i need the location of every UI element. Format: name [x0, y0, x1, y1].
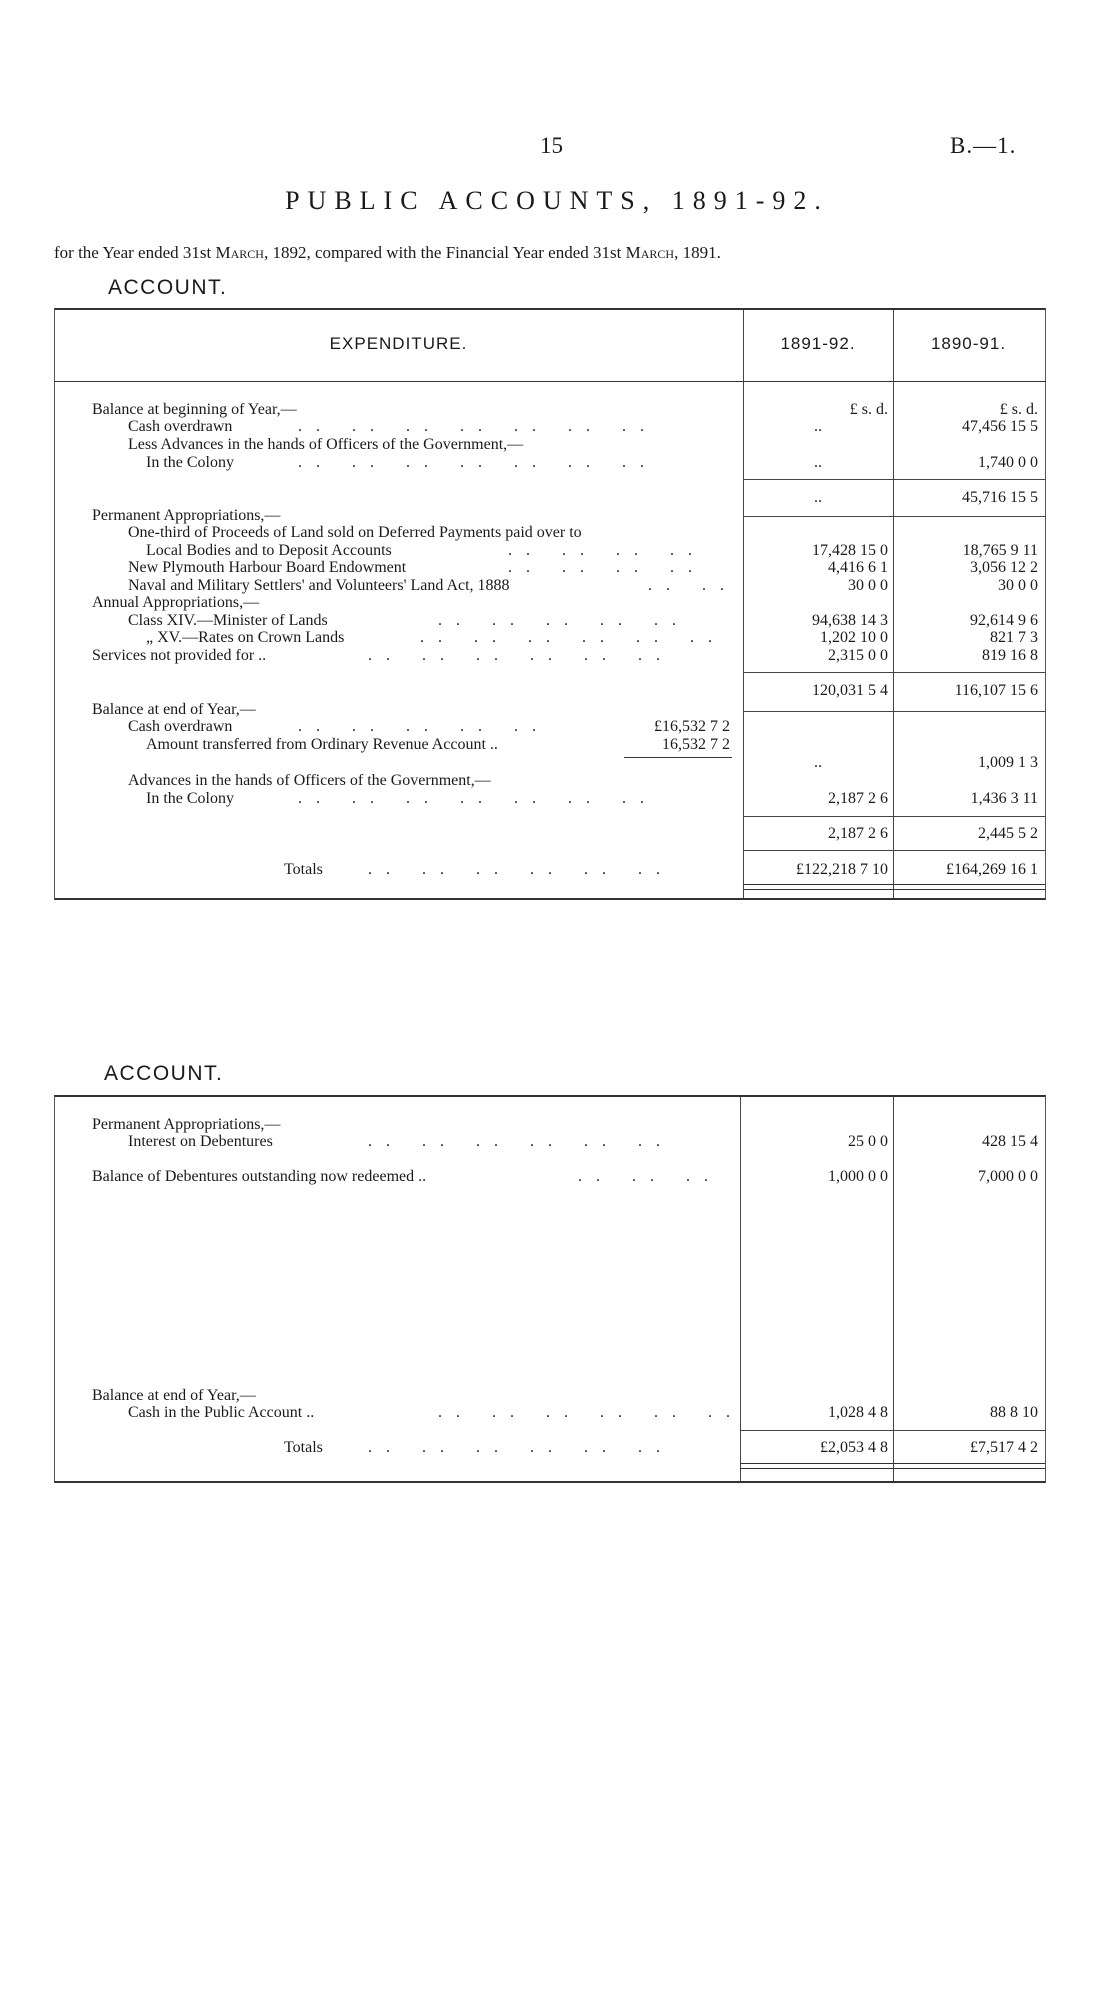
row-label: „ XV.—Rates on Crown Lands [146, 629, 345, 646]
col-header-expenditure: EXPENDITURE. [329, 334, 468, 353]
row-label: Class XIV.—Minister of Lands [128, 612, 328, 629]
inner-rule [624, 757, 732, 758]
value-1890: 428 15 4 [982, 1133, 1038, 1150]
value-1890: 47,456 15 5 [962, 418, 1038, 435]
column-divider [740, 1097, 741, 1481]
dot-leader: .. .. .. .. .. .. [368, 647, 674, 664]
dot-leader: .. .. .. .. .. [438, 612, 690, 629]
col-header-1890: 1890-91. [930, 334, 1007, 353]
value-1891: 2,187 2 6 [828, 790, 888, 807]
value-1891: .. [814, 754, 822, 771]
page-subtitle: for the Year ended 31st March, 1892, compared with the Financial Year ended 31st March, 1891. [54, 243, 721, 262]
currency-header-1890: £ s. d. [999, 401, 1038, 418]
row-label: Balance at end of Year,— [92, 701, 256, 718]
row-label: Cash overdrawn [128, 718, 233, 735]
document-reference: B.—1. [950, 133, 1017, 158]
column-divider [743, 310, 744, 898]
subtotal-rule [743, 711, 1045, 712]
dot-leader: .. .. .. [578, 1168, 722, 1185]
page-title: PUBLIC ACCOUNTS, 1891-92. [285, 186, 829, 215]
row-label: Less Advances in the hands of Officers of the Government,— [128, 436, 524, 453]
dot-leader: .. .. .. .. .. .. [368, 1133, 674, 1150]
subtotal-rule [743, 479, 1045, 480]
row-label: Amount transferred from Ordinary Revenue Account .. [146, 736, 498, 753]
dot-leader: .. .. .. .. .. .. [368, 1439, 674, 1456]
row-label: Balance at beginning of Year,— [92, 401, 297, 418]
account-heading-2: ACCOUNT. [104, 1062, 224, 1085]
value-1891: 2,315 0 0 [828, 647, 888, 664]
value-1890: 30 0 0 [998, 577, 1038, 594]
inner-amount: £16,532 7 2 [654, 718, 730, 735]
subtotal-1891: .. [814, 489, 822, 506]
value-1891: 17,428 15 0 [812, 542, 888, 559]
column-divider [893, 310, 894, 898]
value-1890: 821 7 3 [990, 629, 1038, 646]
value-1891: 30 0 0 [848, 577, 888, 594]
dot-leader: .. .. .. .. .. .. [438, 1404, 744, 1421]
row-label: Interest on Debentures [128, 1133, 273, 1150]
account-heading-1: ACCOUNT. [108, 276, 228, 299]
subtotal-1891: 2,187 2 6 [828, 825, 888, 842]
value-1891: 1,000 0 0 [828, 1168, 888, 1185]
value-1891: 1,028 4 8 [828, 1404, 888, 1421]
value-1891: .. [814, 418, 822, 435]
total-double-rule [740, 1463, 1045, 1469]
row-label: Permanent Appropriations,— [92, 1116, 281, 1133]
total-1891: £122,218 7 10 [796, 861, 888, 878]
inner-amount: 16,532 7 2 [662, 736, 730, 753]
dot-leader: .. .. .. .. .. .. [368, 861, 674, 878]
total-1891: £2,053 4 8 [820, 1439, 888, 1456]
row-label: Services not provided for .. [92, 647, 267, 664]
dot-leader: .. .. .. .. [508, 559, 706, 576]
value-1890: 88 8 10 [990, 1404, 1038, 1421]
dot-leader: .. .. .. .. .. .. .. [298, 790, 658, 807]
row-label: Cash in the Public Account .. [128, 1404, 315, 1421]
value-1891: 94,638 14 3 [812, 612, 888, 629]
row-label: Naval and Military Settlers' and Volunteers' Land Act, 1888 [128, 577, 510, 594]
header-divider [54, 381, 1046, 382]
value-1891: .. [814, 454, 822, 471]
dot-leader: .. .. .. .. .. .. .. [298, 418, 658, 435]
row-label: One-third of Proceeds of Land sold on Deferred Payments paid over to [128, 524, 582, 541]
subtotal-1890: 2,445 5 2 [978, 825, 1038, 842]
row-label: In the Colony [146, 790, 234, 807]
value-1890: 1,436 3 11 [970, 790, 1038, 807]
subtotal-1891: 120,031 5 4 [812, 682, 888, 699]
subtotal-rule [743, 516, 1045, 517]
dot-leader: .. .. .. .. .. [298, 718, 550, 735]
value-1890: 18,765 9 11 [962, 542, 1038, 559]
total-1890: £7,517 4 2 [970, 1439, 1038, 1456]
dot-leader: .. .. .. .. .. .. .. [298, 454, 658, 471]
col-header-1891: 1891-92. [780, 334, 856, 353]
subtotal-rule [743, 816, 1045, 817]
row-label: Cash overdrawn [128, 418, 233, 435]
subtotal-1890: 45,716 15 5 [962, 489, 1038, 506]
row-label: Permanent Appropriations,— [92, 507, 281, 524]
value-1890: 92,614 9 6 [970, 612, 1038, 629]
currency-header-1891: £ s. d. [849, 401, 888, 418]
column-divider [893, 1097, 894, 1481]
subtotal-rule [740, 1430, 1045, 1431]
row-label: Balance of Debentures outstanding now redeemed .. [92, 1168, 427, 1185]
row-label: New Plymouth Harbour Board Endowment [128, 559, 407, 576]
value-1890: 3,056 12 2 [970, 559, 1038, 576]
total-double-rule [743, 884, 1045, 890]
value-1891: 25 0 0 [848, 1133, 888, 1150]
subtotal-rule [743, 672, 1045, 673]
value-1891: 1,202 10 0 [820, 629, 888, 646]
row-label: Local Bodies and to Deposit Accounts [146, 542, 392, 559]
value-1891: 4,416 6 1 [828, 559, 888, 576]
row-label: Advances in the hands of Officers of the Government,— [128, 772, 491, 789]
totals-label: Totals [284, 861, 323, 878]
total-1890: £164,269 16 1 [946, 861, 1038, 878]
row-label: Balance at end of Year,— [92, 1387, 256, 1404]
subtotal-rule [743, 850, 1045, 851]
row-label: Annual Appropriations,— [92, 594, 260, 611]
value-1890: 7,000 0 0 [978, 1168, 1038, 1185]
dot-leader: .. .. [648, 577, 738, 594]
page-number: 15 [540, 133, 563, 158]
value-1890: 1,009 1 3 [978, 754, 1038, 771]
row-label: In the Colony [146, 454, 234, 471]
dot-leader: .. .. .. .. .. .. [420, 629, 726, 646]
totals-label: Totals [284, 1439, 323, 1456]
subtotal-1890: 116,107 15 6 [954, 682, 1038, 699]
account-table-2 [54, 1095, 1046, 1483]
dot-leader: .. .. .. .. [508, 542, 706, 559]
value-1890: 819 16 8 [982, 647, 1038, 664]
value-1890: 1,740 0 0 [978, 454, 1038, 471]
